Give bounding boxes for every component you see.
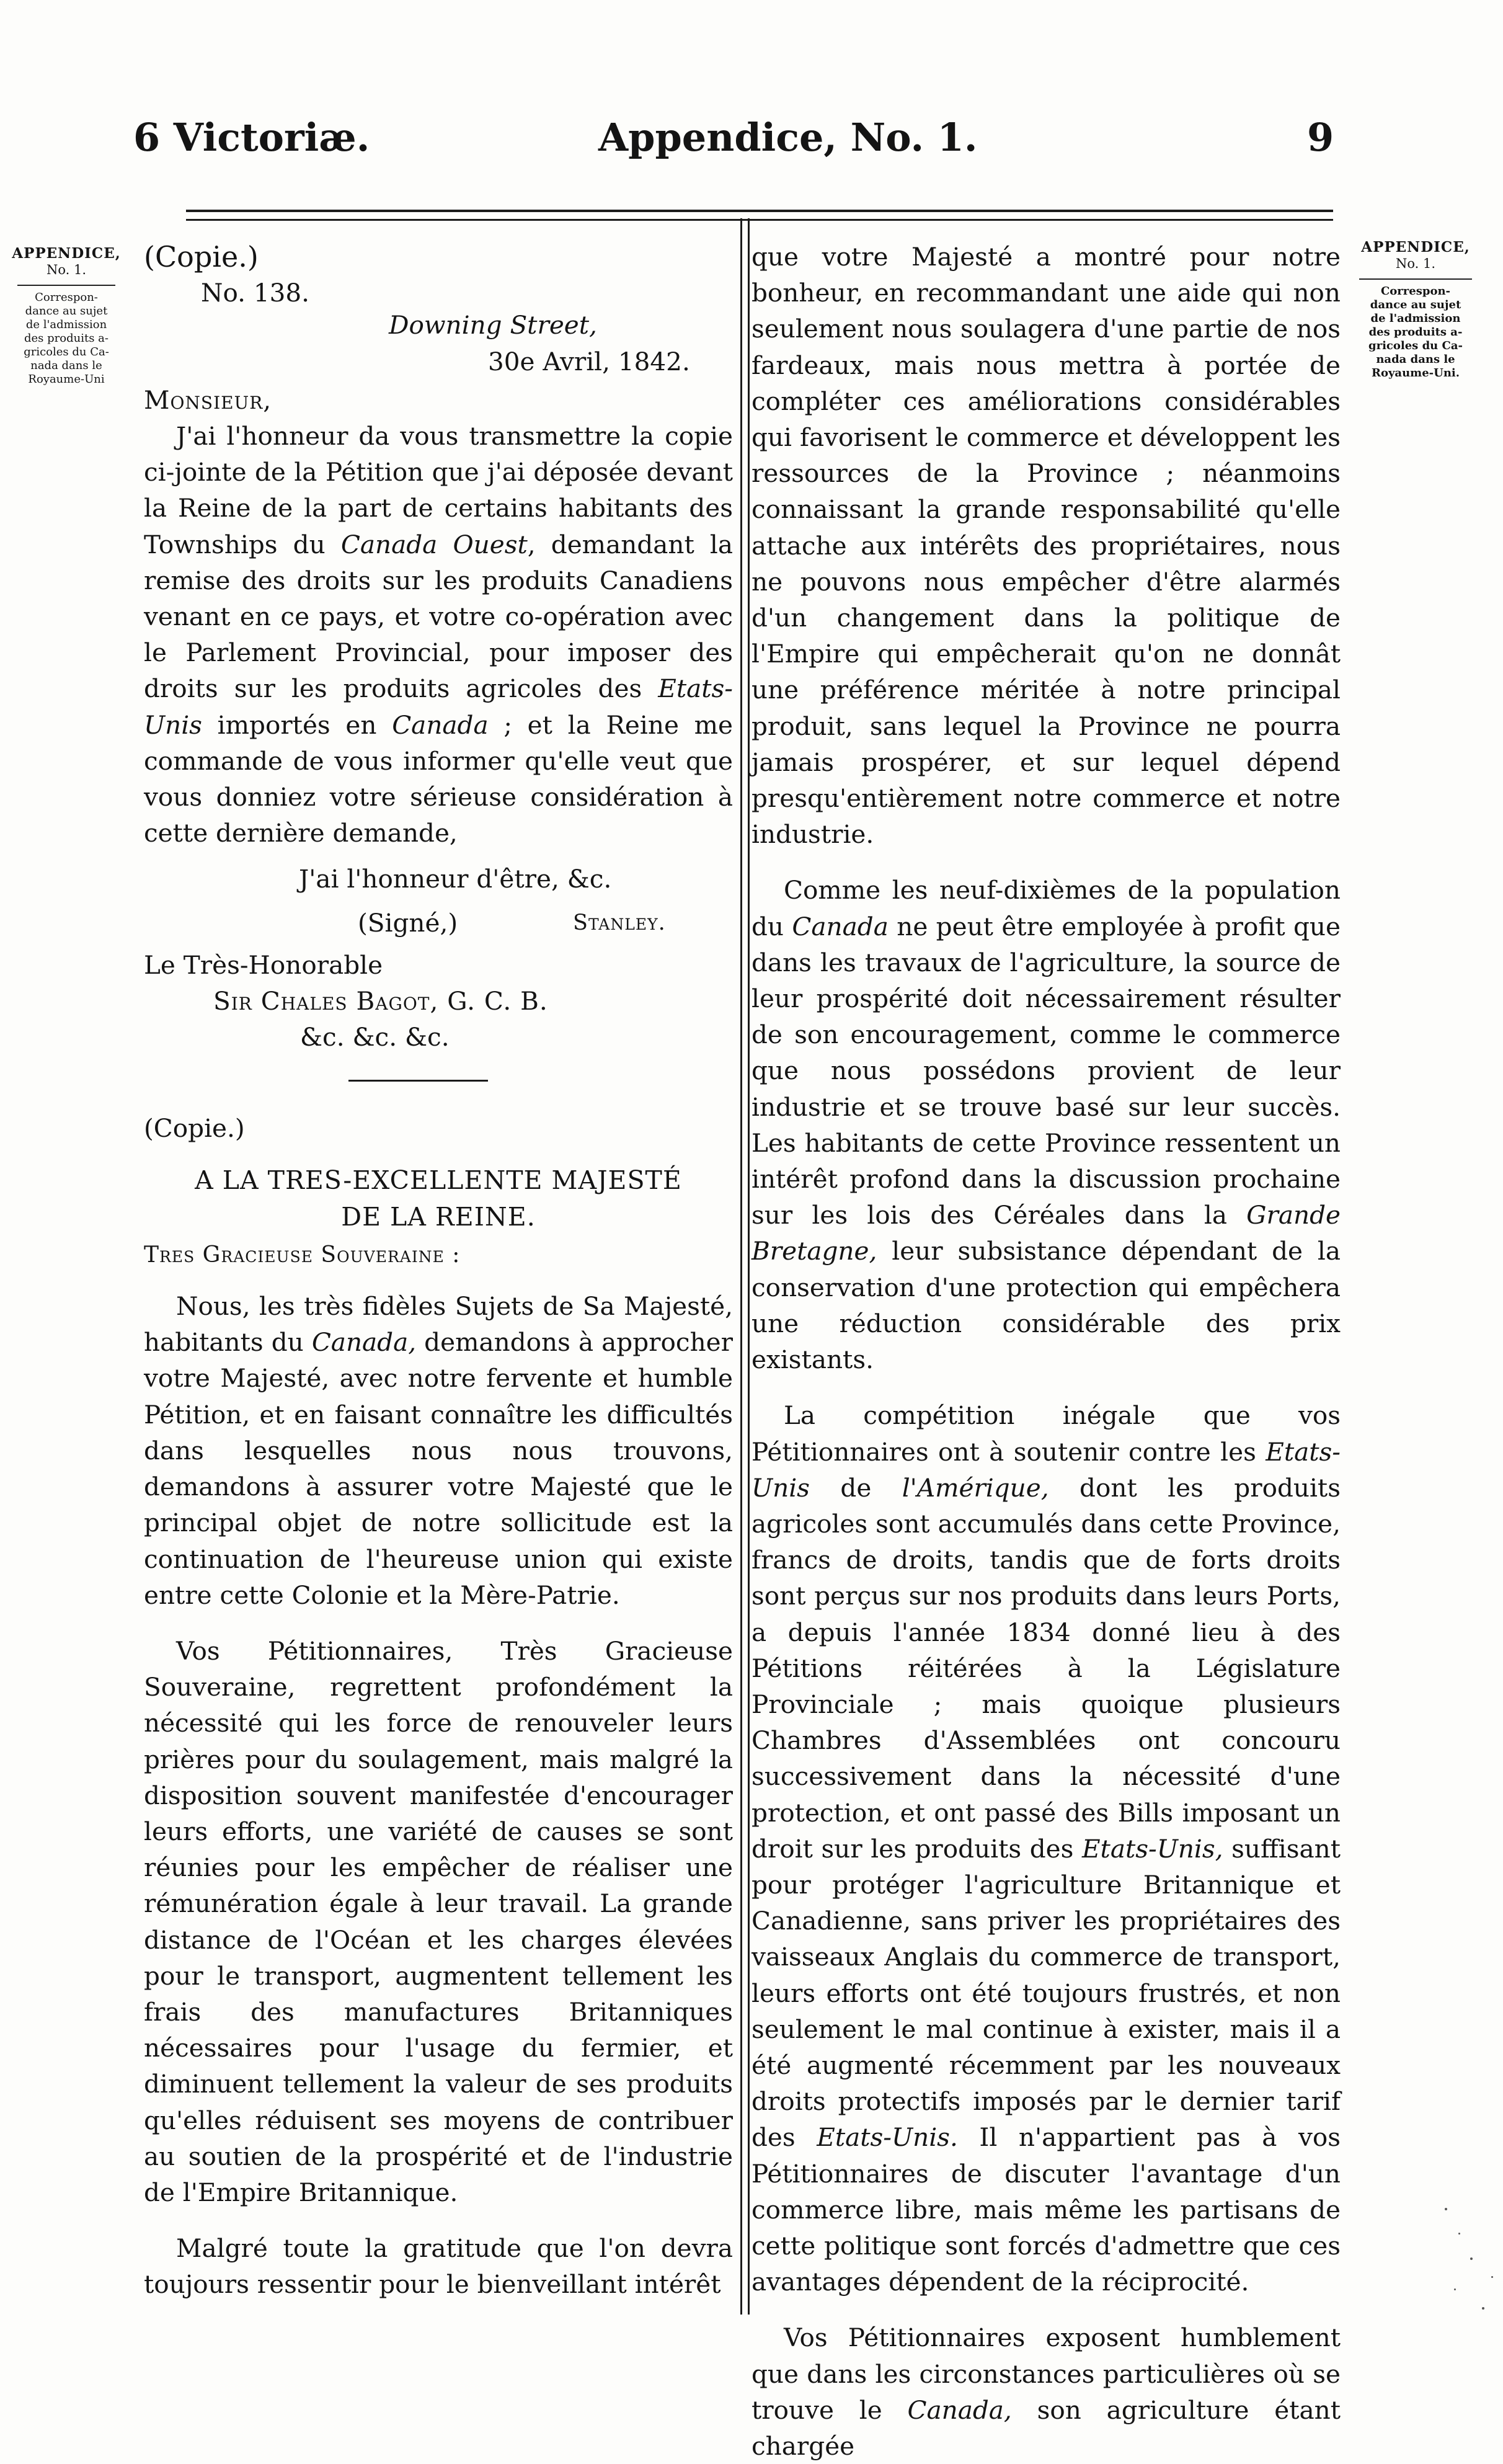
margin-note-right-line: Royaume-Uni. bbox=[1371, 367, 1460, 380]
text-run: , demandant la remise des droits sur les produits Canadiens venant en ce pays, et votre co-opération avec le Parlement Provincial, pour imposer des droits sur les produits agricoles des bbox=[144, 529, 733, 704]
petition-paragraph bbox=[752, 239, 1341, 852]
text-run: Comme les neuf-dixièmes de la population du bbox=[752, 875, 1341, 941]
margin-note-right-line: gricoles du Ca- bbox=[1368, 339, 1463, 352]
letter-copie: (Copie.) bbox=[144, 240, 259, 274]
margin-note-left-line: Royaume-Uni bbox=[28, 373, 105, 386]
margin-note-right-line: de l'admission bbox=[1370, 312, 1461, 325]
text-run: importés en bbox=[202, 709, 392, 740]
text-run: de bbox=[809, 1472, 902, 1503]
column-divider-right bbox=[748, 218, 750, 2315]
petition-paragraph bbox=[752, 872, 1341, 1377]
margin-note-left bbox=[5, 245, 128, 386]
text-run: leur subsistance dépendant de la conservation d'une protection qui empêchera une réduction considérable des prix existants. bbox=[752, 1236, 1341, 1375]
scan-speck bbox=[1491, 2276, 1493, 2278]
text-run: ; et la Reine me commande de vous informer qu'elle veut que vous donniez votre sérieuse considération à cette dernière demande, bbox=[144, 709, 733, 848]
page-number: 9 bbox=[1307, 115, 1334, 160]
header-rule-top bbox=[186, 210, 1333, 212]
letter-signer: Stanley. bbox=[573, 910, 666, 935]
right-column bbox=[752, 239, 1341, 2464]
margin-note-left-line: Correspon- bbox=[35, 291, 98, 304]
text-run: Malgré toute la gratitude que l'on devra toujours ressentir pour le bienveillant intérêt bbox=[144, 2233, 733, 2300]
italic-run: Canada, bbox=[907, 2395, 1012, 2425]
scan-speck bbox=[1470, 2257, 1473, 2260]
italic-run: Grande Bretagne, bbox=[752, 1200, 1341, 1266]
letter-salutation: Monsieur, bbox=[144, 385, 272, 415]
letter-number: No. 138. bbox=[201, 278, 310, 308]
margin-note-left-number: No. 1. bbox=[46, 262, 87, 277]
italic-run: Canada, bbox=[311, 1327, 417, 1358]
margin-note-left-line: des produits a- bbox=[24, 332, 109, 345]
margin-note-right-title: APPENDICE, bbox=[1361, 239, 1470, 256]
text-run: La compétition inégale que vos Pétitionnaires ont à soutenir contre les bbox=[752, 1400, 1341, 1467]
scan-speck bbox=[1445, 2208, 1447, 2210]
margin-note-right-line: des produits a- bbox=[1368, 326, 1463, 339]
margin-note-left-line: nada dans le bbox=[30, 359, 102, 372]
petition-copie: (Copie.) bbox=[144, 1113, 245, 1144]
section-separator bbox=[348, 1080, 488, 1082]
letter-signature-line bbox=[144, 905, 733, 941]
italic-run: Canada bbox=[392, 709, 489, 740]
margin-note-right-line: Correspon- bbox=[1380, 285, 1451, 298]
scan-speck bbox=[1454, 2288, 1456, 2290]
text-run: Nous, les très fidèles Sujets de Sa Majesté, habitants du bbox=[144, 1291, 733, 1358]
letter-recipient-line: Le Très-Honorable bbox=[144, 950, 383, 980]
letter-body bbox=[144, 418, 733, 851]
petition-paragraph bbox=[752, 1397, 1341, 2300]
letter-place: Downing Street, bbox=[389, 310, 597, 340]
petition-paragraph bbox=[144, 1288, 733, 1613]
italic-run: Etats-Unis. bbox=[817, 2122, 958, 2153]
margin-note-right-line: nada dans le bbox=[1376, 353, 1455, 366]
petition-paragraph bbox=[144, 2230, 733, 2302]
header-rule-bottom bbox=[186, 219, 1333, 221]
text-run: J'ai l'honneur da vous transmettre la copie ci-jointe de la Pétition que j'ai déposée devant la Reine de la part de certains habitants des Townships du bbox=[144, 421, 733, 559]
text-run: demandons à approcher votre Majesté, avec notre fervente et humble Pétition, et en faisant connaître les difficultés dans lesquelles nous nous trouvons, demandons à assurer votre Majesté que le principal objet de notre sollicitude est la continuation de l'heureuse union qui existe entre cette Colonie et la Mère-Patrie. bbox=[144, 1327, 733, 1610]
italic-run: Canada Ouest bbox=[340, 529, 528, 559]
italic-run: l'Amérique, bbox=[902, 1472, 1049, 1503]
text-run: suffisant pour protéger l'agriculture Britannique et Canadienne, sans priver les propriétaires des vaisseaux Anglais du commerce de transport, leurs efforts ont été toujours frustrés, et non seulement le mal continue à exister, mais il a été augmenté récemment par les nouveaux droits protectifs imposés par le dernier tarif des bbox=[752, 1833, 1341, 2153]
margin-note-left-title: APPENDICE, bbox=[12, 245, 121, 262]
margin-note-right-number: No. 1. bbox=[1395, 256, 1436, 271]
margin-note-right-line: dance au sujet bbox=[1370, 298, 1461, 311]
text-run: ne peut être employée à profit que dans les travaux de l'agriculture, la source de leur prospérité doit nécessairement résulter de son encouragement, comme le commerce que nous possédons provient de leur industrie et se trouve basé sur leur succès. Les habitants de cette Province ressentent un intérêt profond dans la discussion prochaine sur les lois des Céréales dans la bbox=[752, 911, 1341, 1230]
italic-run: Etats-Unis, bbox=[1081, 1833, 1223, 1864]
margin-note-left-rule bbox=[17, 285, 115, 286]
letter-signe: (Signé,) bbox=[358, 907, 458, 938]
text-run: Il n'appartient pas à vos Pétitionnaires de discuter l'avantage d'un commerce libre, mais même les partisans de cette politique sont forcés d'admettre que ces avantages dépendent de la réciprocité. bbox=[752, 2122, 1341, 2297]
running-head-center: Appendice, No. 1. bbox=[598, 115, 978, 160]
text-run: dont les produits agricoles sont accumulés dans cette Province, francs de droits, tandis que de forts droits sont perçus sur nos produits dans leurs Ports, a depuis l'année 1834 donné lieu à des Pétitions réitérées à la Législature Provinciale ; mais quoique plusieurs Chambres d'Assemblées ont concouru successivement dans la nécessité d'une protection, et ont passé des Bills imposant un droit sur les produits des bbox=[752, 1472, 1341, 1864]
petition-right-paragraphs bbox=[752, 239, 1341, 2464]
italic-run: Etats-Unis bbox=[144, 674, 733, 740]
italic-run: Canada bbox=[792, 911, 889, 941]
text-run: Vos Pétitionnaires, Très Gracieuse Souveraine, regrettent profondément la nécessité qui les force de renouveler leurs prières pour du soulagement, mais malgré la disposition souvent manifestée d'encourager leurs efforts, une variété de causes se sont réunies pour les empêcher de réaliser une rémunération égale à leur travail. La grande distance de l'Océan et les charges élevées pour le transport, augmentent tellement les frais des manufactures Britanniques nécessaires pour l'usage du fermier, et diminuent tellement la valeur de ses produits qu'elles réduisent ses moyens de contribuer au soutien de la prospérité et de l'industrie de l'Empire Britannique. bbox=[144, 1635, 733, 2207]
text-run: son agriculture étant chargée bbox=[752, 2395, 1341, 2461]
text-run: Vos Pétitionnaires exposent humblement que dans les circonstances particulières où se trouve le bbox=[752, 2323, 1341, 2425]
margin-note-left-line: gricoles du Ca- bbox=[24, 345, 109, 358]
petition-salutation: Tres Gracieuse Souveraine : bbox=[144, 1242, 461, 1268]
letter-recipient-line: Sir Chales Bagot, G. C. B. bbox=[213, 985, 548, 1016]
running-head-left: 6 Victoriæ. bbox=[133, 115, 370, 160]
letter-date: 30e Avril, 1842. bbox=[488, 346, 690, 376]
scan-speck bbox=[1458, 2233, 1460, 2235]
margin-note-left-line: dance au sujet bbox=[25, 305, 108, 318]
petition-left-paragraphs bbox=[144, 1288, 733, 2302]
text-run: que votre Majesté a montré pour notre bonheur, en recommandant une aide qui non seulement nous soulagera d'une partie de nos fardeaux, mais nous mettra à portée de compléter ces améliorations considérables qui favorisent le commerce et développent les ressources de la Province ; néanmoins connaissant la grande responsabilité qu'elle attache aux intérêts des propriétaires, nous ne pouvons nous empêcher d'être alarmés d'un changement dans la politique de l'Empire qui empêcherait qu'on ne donnât une préférence méritée à notre principal produit, sans lequel la Province ne pourra jamais prospérer, et sur lequel dépend presqu'entièrement notre commerce et notre industrie. bbox=[752, 242, 1341, 850]
petition-paragraph bbox=[144, 1633, 733, 2210]
margin-note-left-line: de l'admission bbox=[25, 318, 107, 331]
margin-note-right bbox=[1347, 239, 1484, 380]
margin-note-right-rule bbox=[1359, 278, 1472, 280]
letter-recipient-line: &c. &c. &c. bbox=[300, 1022, 450, 1052]
left-column bbox=[144, 239, 733, 2303]
column-divider-left bbox=[740, 218, 742, 2315]
petition-title: A LA TRES-EXCELLENTE MAJESTÉ bbox=[195, 1165, 682, 1196]
petition-title: DE LA REINE. bbox=[341, 1201, 536, 1232]
scan-speck bbox=[1482, 2307, 1484, 2310]
petition-paragraph bbox=[752, 2319, 1341, 2464]
italic-run: Etats-Unis bbox=[752, 1436, 1341, 1503]
letter-closing: J'ai l'honneur d'être, &c. bbox=[299, 864, 612, 894]
